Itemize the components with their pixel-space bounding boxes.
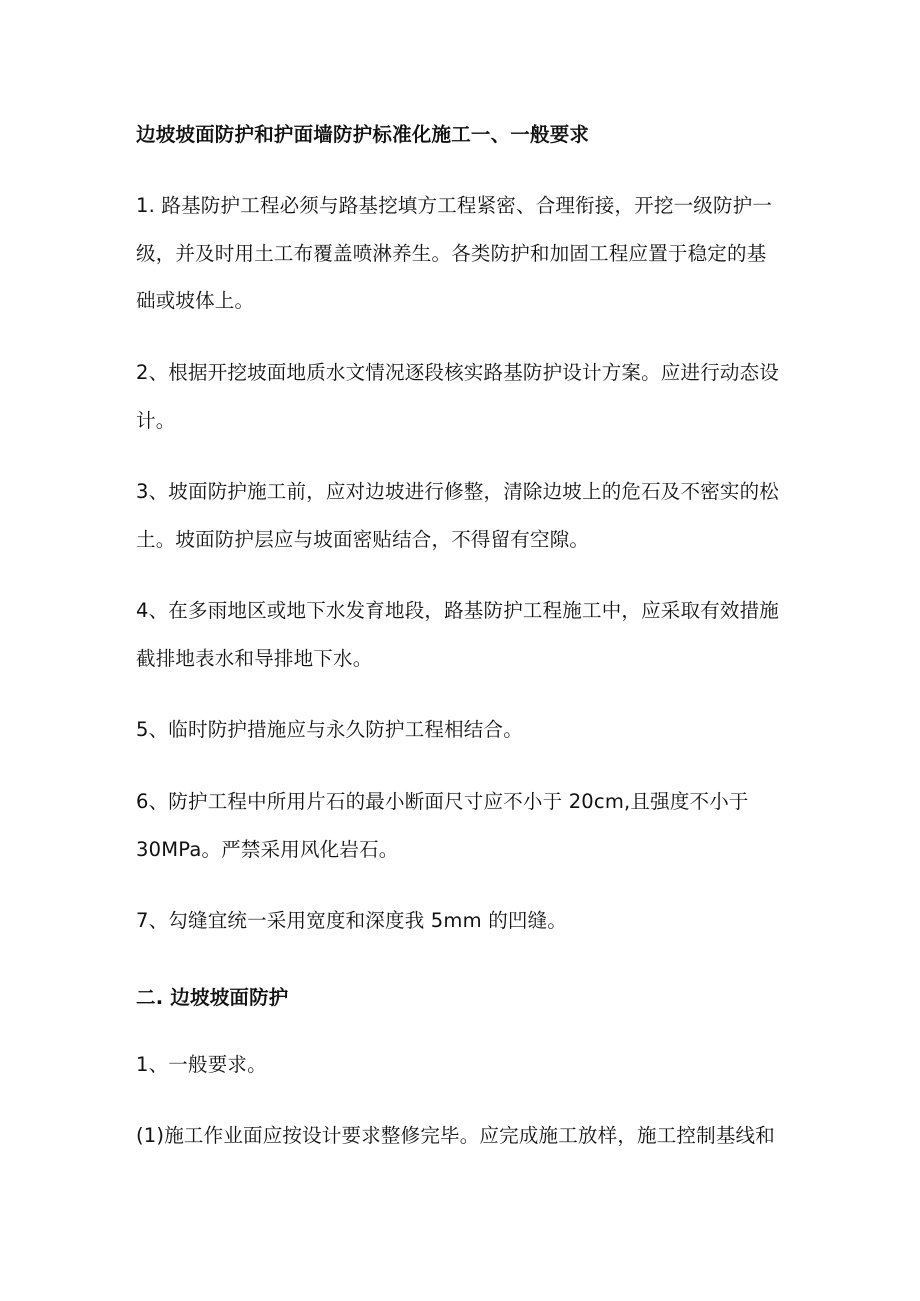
paragraph-2-line-1: 2、根据开挖坡面地质水文情况逐段核实路基防护设计方案。应进行动态设 bbox=[136, 361, 780, 384]
paragraph-4-line-1: 4、在多雨地区或地下水发育地段，路基防护工程施工中，应采取有效措施 bbox=[136, 599, 780, 622]
section-heading-2: 二. 边坡坡面防护 bbox=[136, 986, 289, 1009]
subsection-item-1-line-1: (1)施工作业面应按设计要求整修完毕。应完成施工放样，施工控制基线和 bbox=[136, 1124, 775, 1147]
paragraph-1-line-2: 级，并及时用土工布覆盖喷淋养生。各类防护和加固工程应置于稳定的基 bbox=[136, 242, 767, 265]
paragraph-5-line-1: 5、临时防护措施应与永久防护工程相结合。 bbox=[136, 718, 523, 741]
paragraph-1-line-1: 1. 路基防护工程必须与路基挖填方工程紧密、合理衔接，开挖一级防护一 bbox=[136, 194, 773, 217]
paragraph-3-line-1: 3、坡面防护施工前，应对边坡进行修整，清除边坡上的危石及不密实的松 bbox=[136, 480, 780, 503]
paragraph-6-line-1: 6、防护工程中所用片石的最小断面尺寸应不小于 20cm,且强度不小于 bbox=[136, 790, 749, 813]
paragraph-1-line-3: 础或坡体上。 bbox=[136, 289, 255, 312]
paragraph-4-line-2: 截排地表水和导排地下水。 bbox=[136, 647, 373, 670]
paragraph-2-line-2: 计。 bbox=[136, 409, 176, 432]
paragraph-6-line-2: 30MPa。严禁采用风化岩石。 bbox=[136, 838, 399, 861]
paragraph-3-line-2: 土。坡面防护层应与坡面密贴结合，不得留有空隙。 bbox=[136, 528, 590, 551]
subsection-heading-1: 1、一般要求。 bbox=[136, 1053, 267, 1076]
paragraph-7-line-1: 7、勾缝宜统一采用宽度和深度我 5mm 的凹缝。 bbox=[136, 909, 568, 932]
section-heading-1: 边坡坡面防护和护面墙防护标准化施工一、一般要求 bbox=[136, 123, 590, 146]
